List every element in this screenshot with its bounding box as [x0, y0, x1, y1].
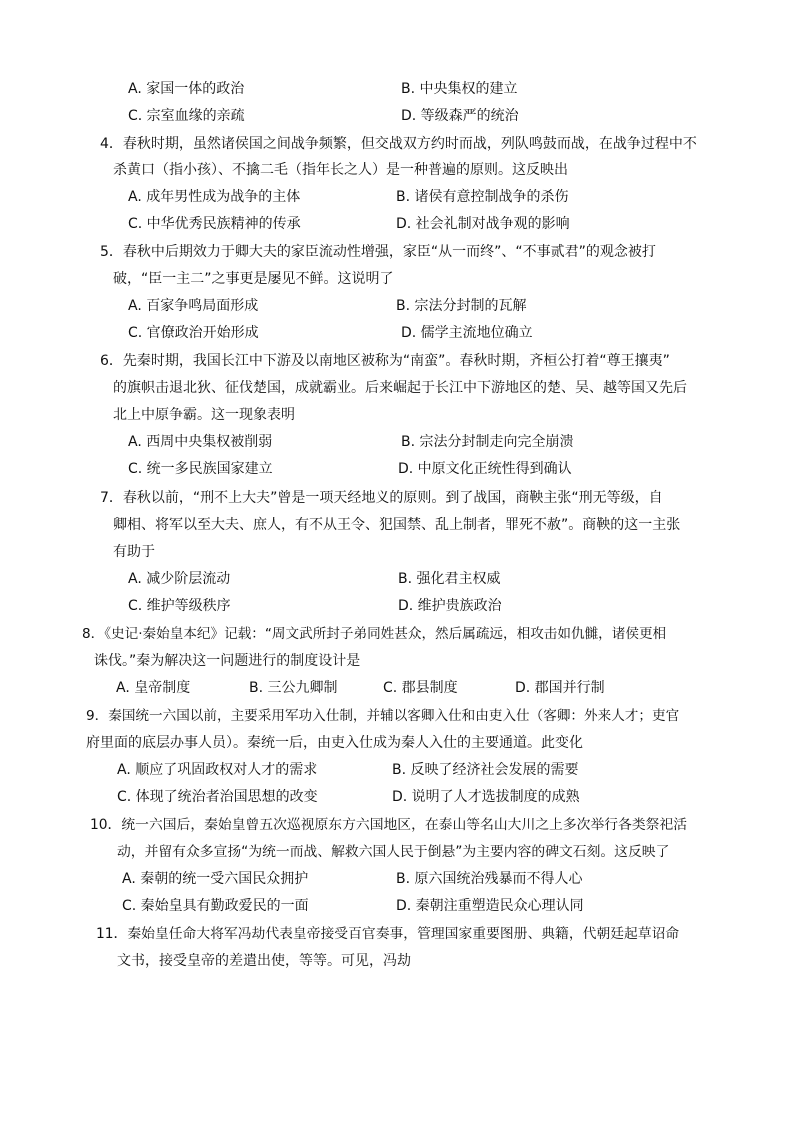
- q4-option-d: D. 社会礼制对战争观的影响: [396, 216, 570, 232]
- q9-stem-line-2: 府里面的底层办事人员）。秦统一后，由吏入仕成为秦人入仕的主要通道。此变化: [86, 735, 583, 751]
- q9-option-a: A. 顺应了巩固政权对人才的需求: [117, 762, 318, 778]
- q10-option-a: A. 秦朝的统一受六国民众拥护: [122, 871, 309, 887]
- q5-option-c: C. 官僚政治开始形成: [128, 325, 259, 341]
- q3-option-c: C. 宗室血缘的亲疏: [128, 108, 245, 124]
- q4-option-a: A. 成年男性成为战争的主体: [128, 189, 301, 205]
- q6-option-a: A. 西周中央集权被削弱: [128, 434, 273, 450]
- q10-option-d: D. 秦朝注重塑造民众心理认同: [396, 898, 584, 914]
- q8-stem-line-2: 诛伐。”秦为解决这一问题进行的制度设计是: [94, 653, 361, 669]
- q5-option-b: B. 宗法分封制的瓦解: [396, 298, 527, 314]
- q9-option-c: C. 体现了统治者治国思想的改变: [117, 789, 318, 805]
- q10-option-c: C. 秦始皇具有勤政爱民的一面: [122, 898, 309, 914]
- q6-option-b: B. 宗法分封制走向完全崩溃: [401, 434, 574, 450]
- q3-option-d: D. 等级森严的统治: [401, 108, 519, 124]
- q7-stem-line-1: 7．春秋以前，“刑不上大夫”曾是一项天经地义的原则。到了战国，商鞅主张“刑无等级，自: [100, 490, 663, 506]
- q10-stem-line-1: 10．统一六国后，秦始皇曾五次巡视原东方六国地区，在泰山等名山大川之上多次举行各类祭祀活: [90, 817, 688, 833]
- q8-stem-line-1: 8．《史记·秦始皇本纪》记载：“周文武所封子弟同姓甚众，然后属疏远，相攻击如仇雠，诸侯更相: [82, 626, 667, 642]
- q10-option-b: B. 原六国统治残暴而不得人心: [396, 871, 583, 887]
- q8-option-c: C. 郡县制度: [383, 680, 458, 696]
- q3-option-b: B. 中央集权的建立: [401, 81, 518, 97]
- q8-option-b: B. 三公九卿制: [249, 680, 338, 696]
- q6-option-c: C. 统一多民族国家建立: [128, 461, 273, 477]
- q7-option-d: D. 维护贵族政治: [398, 598, 502, 614]
- q7-stem-line-2: 卿相、将军以至大夫、庶人，有不从王令、犯国禁、乱上制者，罪死不赦”。商鞅的这一主张: [113, 517, 681, 533]
- q5-option-a: A. 百家争鸣局面形成: [128, 298, 259, 314]
- q3-option-a: A. 家国一体的政治: [128, 81, 245, 97]
- q7-option-b: B. 强化君主权威: [398, 571, 501, 587]
- q9-option-d: D. 说明了人才选拔制度的成熟: [392, 789, 580, 805]
- q8-option-d: D. 郡国并行制: [515, 680, 605, 696]
- q7-option-c: C. 维护等级秩序: [128, 598, 231, 614]
- q5-stem-line-2: 破，“臣一主二”之事更是屡见不鲜。这说明了: [113, 271, 394, 287]
- q8-option-a: A. 皇帝制度: [116, 680, 191, 696]
- q5-option-d: D. 儒学主流地位确立: [401, 325, 533, 341]
- q11-stem-line-1: 11．秦始皇任命大将军冯劫代表皇帝接受百官奏事，管理国家重要图册、典籍，代朝廷起草诏命: [96, 926, 680, 942]
- q6-stem-line-1: 6．先秦时期，我国长江中下游及以南地区被称为“南蛮”。春秋时期，齐桓公打着“尊王攘夷”: [100, 353, 670, 369]
- q7-option-a: A. 减少阶层流动: [128, 571, 231, 587]
- q9-option-b: B. 反映了经济社会发展的需要: [392, 762, 579, 778]
- q9-stem-line-1: 9．秦国统一六国以前，主要采用军功入仕制，并辅以客卿入仕和由吏入仕（客卿：外来人才；吏官: [86, 708, 680, 724]
- q7-stem-line-3: 有助于: [113, 544, 155, 560]
- q11-stem-line-2: 文书，接受皇帝的差遣出使，等等。可见，冯劫: [117, 953, 411, 969]
- q6-stem-line-2: 的旗帜击退北狄、征伐楚国，成就霸业。后来崛起于长江中下游地区的楚、吴、越等国又先后: [113, 380, 687, 396]
- q4-stem-line-1: 4．春秋时期，虽然诸侯国之间战争频繁，但交战双方约时而战，列队鸣鼓而战，在战争过程中不: [100, 136, 697, 152]
- q4-stem-line-2: 杀黄口（指小孩）、不擒二毛（指年长之人）是一种普遍的原则。这反映出: [113, 162, 568, 178]
- q6-stem-line-3: 北上中原争霸。这一现象表明: [113, 407, 295, 423]
- q4-option-b: B. 诸侯有意控制战争的杀伤: [396, 189, 569, 205]
- q10-stem-line-2: 动，并留有众多宣扬“为统一而战、解救六国人民于倒悬”为主要内容的碑文石刻。这反映了: [117, 844, 670, 860]
- q6-option-d: D. 中原文化正统性得到确认: [398, 461, 572, 477]
- q4-option-c: C. 中华优秀民族精神的传承: [128, 216, 301, 232]
- q5-stem-line-1: 5．春秋中后期效力于卿大夫的家臣流动性增强，家臣“从一而终”、“不事贰君”的观念被打: [100, 244, 656, 260]
